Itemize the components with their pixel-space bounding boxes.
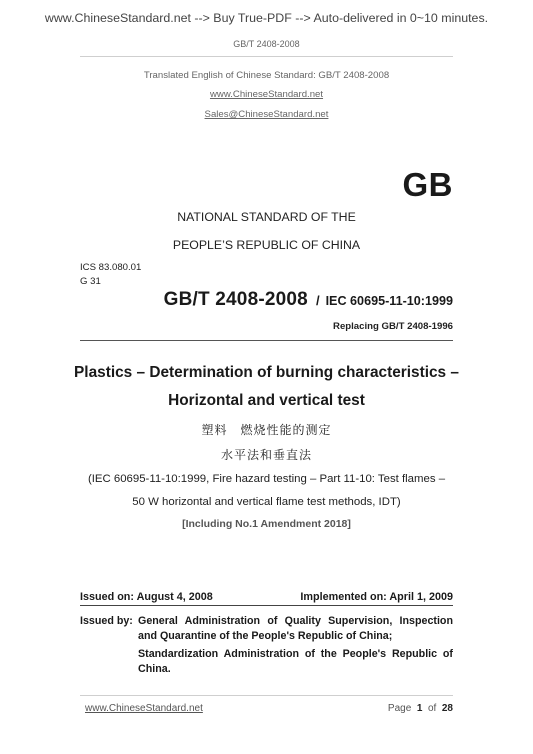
footer-divider: [80, 695, 453, 696]
ccs-code: G 31: [80, 276, 101, 287]
implemented-on-date: Implemented on: April 1, 2009: [300, 591, 453, 603]
iec-equivalent: IEC 60695-11-10:1999: [325, 294, 453, 308]
dates-divider: [80, 605, 453, 606]
issued-by-label: Issued by:: [80, 615, 133, 627]
page-total: 28: [441, 703, 453, 714]
ics-code: ICS 83.080.01: [80, 262, 142, 273]
standard-slash: /: [315, 293, 320, 308]
title-divider: [80, 340, 453, 341]
translation-note: Translated English of Chinese Standard: GB/T 2408-2008: [143, 70, 390, 81]
replacing-note: Replacing GB/T 2408-1996: [333, 321, 453, 332]
page-label: Page: [387, 703, 412, 714]
standard-number-line: [0, 289, 453, 311]
national-standard-line1: NATIONAL STANDARD OF THE: [177, 210, 356, 224]
page-indicator: [388, 703, 453, 714]
header-standard-code: GB/T 2408-2008: [233, 39, 300, 49]
title-cn-line1: 塑料 燃烧性能的测定: [201, 423, 332, 437]
website-link[interactable]: www.ChineseStandard.net: [209, 89, 324, 100]
email-link[interactable]: Sales@ChineseStandard.net: [204, 109, 329, 120]
iec-note-line2: 50 W horizontal and vertical flame test methods, IDT): [132, 496, 401, 508]
amendment-note: [Including No.1 Amendment 2018]: [182, 518, 351, 530]
page-number: 1: [416, 703, 423, 714]
footer-website-link[interactable]: www.ChineseStandard.net: [85, 703, 203, 714]
iec-note-line1: (IEC 60695-11-10:1999, Fire hazard testing – Part 11-10: Test flames –: [87, 473, 446, 485]
issuing-org-2: Standardization Administration of the People's Republic of China.: [138, 648, 453, 675]
title-cn-line2: 水平法和垂直法: [220, 448, 312, 462]
title-en-line2: Horizontal and vertical test: [168, 392, 365, 409]
header-divider: [80, 56, 453, 57]
of-label: of: [427, 703, 437, 714]
top-banner: www.ChineseStandard.net --> Buy True-PDF --> Auto-delivered in 0~10 minutes.: [44, 11, 489, 25]
title-en-line1: Plastics – Determination of burning characteristics –: [74, 364, 459, 381]
gb-logo: GB: [402, 166, 453, 203]
issued-on-date: Issued on: August 4, 2008: [80, 591, 213, 603]
national-standard-line2: PEOPLE’S REPUBLIC OF CHINA: [172, 238, 361, 252]
issuing-org-1: General Administration of Quality Supervision, Inspection and Quarantine of the People's Republic of China;: [138, 615, 453, 642]
standard-number: GB/T 2408-2008: [163, 289, 308, 310]
dates-row: [80, 591, 453, 603]
